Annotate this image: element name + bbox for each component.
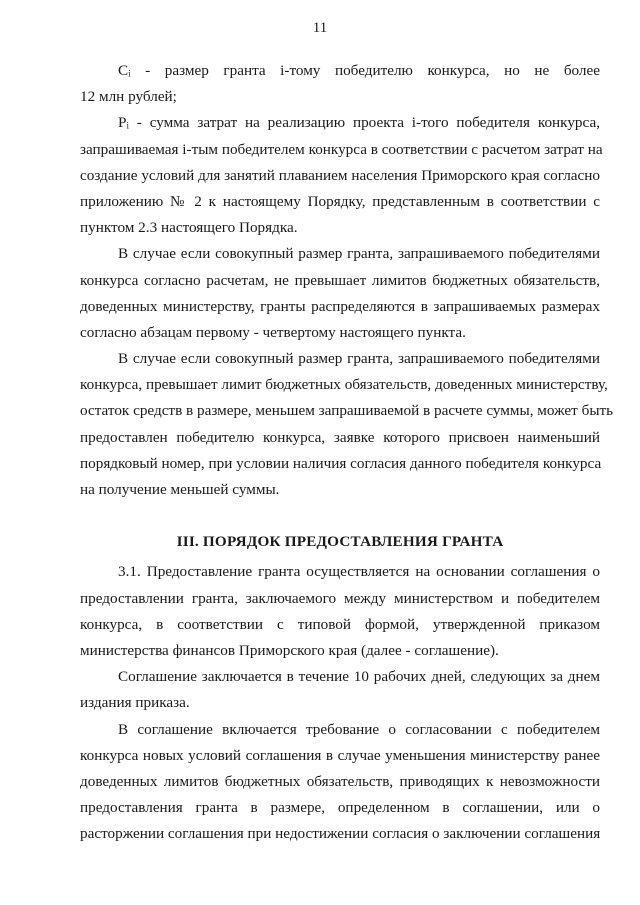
text-line: пунктом 2.3 настоящего Порядка. — [80, 219, 298, 237]
paragraph-agreement-term — [80, 664, 600, 716]
text-line: приложению № 2 к настоящему Порядку, представленным в соответствии с — [80, 192, 600, 210]
paragraph-agreement-conditions — [80, 717, 600, 848]
text-line: порядковый номер, при условии наличия согласия данного победителя конкурса — [80, 454, 602, 472]
text-line: доведенных лимитов бюджетных обязательств, приводящих к невозможности — [80, 772, 600, 790]
text-line: министерства финансов Приморского края (далее - соглашение). — [80, 641, 499, 659]
paragraph-exceeds-limits — [80, 346, 614, 503]
text-line: предоставлен победителю конкурса, заявке которого присвоен наименьший — [80, 428, 600, 446]
text-line: запрашиваемая i-тым победителем конкурса в соответствии с расчетом затрат на — [80, 140, 603, 158]
spacer — [80, 503, 600, 529]
text-line: конкурса согласно расчетам, не превышает лимитов бюджетных обязательств, — [80, 271, 600, 289]
paragraph-within-limits — [80, 241, 600, 346]
text-line: Pᵢ - сумма затрат на реализацию проекта i-того победителя конкурса, — [118, 114, 600, 132]
text-line: конкурса, превышает лимит бюджетных обязательств, доведенных министерству, — [80, 376, 608, 394]
text-line: согласно абзацам первому - четвертому настоящего пункта. — [80, 323, 466, 341]
text-line: издания приказа. — [80, 694, 190, 712]
section-heading: III. ПОРЯДОК ПРЕДОСТАВЛЕНИЯ ГРАНТА — [176, 533, 504, 551]
page-number: 11 — [312, 20, 328, 36]
text-line: конкурса новых условий соглашения в случае уменьшения министерству ранее — [80, 746, 600, 764]
text-line: В соглашение включается требование о согласовании с победителем — [118, 720, 600, 738]
text-line: 12 млн рублей; — [80, 88, 177, 106]
paragraph-agreement-basis — [80, 559, 600, 664]
text-line: Cᵢ - размер гранта i-тому победителю конкурса, но не более — [118, 62, 600, 79]
paragraph-grant-size — [80, 58, 600, 110]
text-line: предоставлении гранта, заключаемого между министерством и победителем — [80, 589, 600, 607]
text-line: доведенных министерству, гранты распределяются в запрашиваемых размерах — [80, 297, 600, 315]
document-body — [80, 58, 614, 847]
text-line: предоставления гранта в размере, определенном в соглашении, или о — [80, 799, 600, 817]
text-line: конкурса, в соответствии с типовой формой, утвержденной приказом — [80, 615, 600, 633]
text-line: В случае если совокупный размер гранта, запрашиваемого победителями — [118, 350, 600, 368]
text-line: расторжении соглашения при недостижении согласия о заключении соглашения — [80, 825, 601, 843]
text-line: создание условий для занятий плаванием населения Приморского края согласно — [80, 166, 600, 184]
text-line: В случае если совокупный размер гранта, запрашиваемого победителями — [118, 245, 600, 263]
text-line: остаток средств в размере, меньшем запрашиваемой в расчете суммы, может быть — [80, 402, 614, 420]
text-line: на получение меньшей суммы. — [80, 481, 280, 498]
text-line: 3.1. Предоставление гранта осуществляется на основании соглашения о — [118, 563, 600, 581]
text-line: Соглашение заключается в течение 10 рабочих дней, следующих за днем — [118, 668, 600, 686]
paragraph-cost-sum — [80, 110, 603, 241]
